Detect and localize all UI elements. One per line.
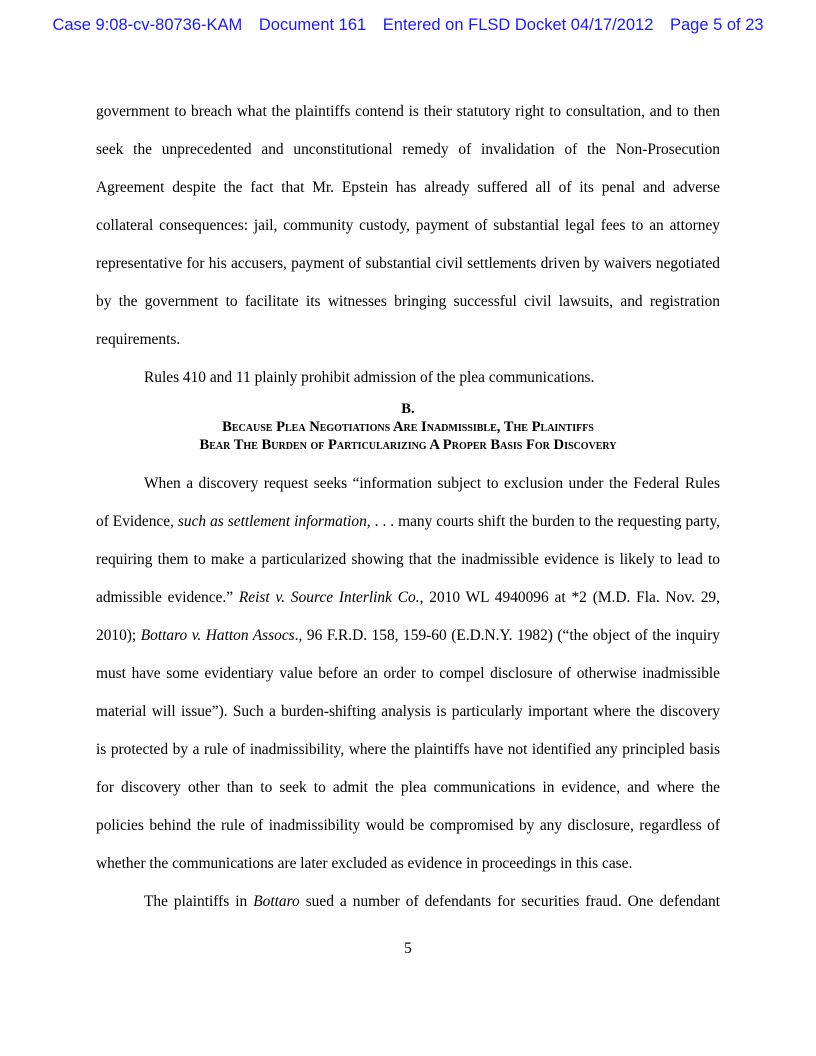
case-number: Case 9:08-cv-80736-KAM	[52, 16, 243, 34]
text-line: Agreement despite the fact that Mr. Epstein has already suffered all of its penal and adverse	[96, 179, 720, 196]
text-line: Rules 410 and 11 plainly prohibit admission of the plea communications.	[144, 369, 595, 386]
text-line: requiring them to make a particularized showing that the inadmissible evidence is likely to lead to	[96, 551, 720, 568]
text-line: 2010); Bottaro v. Hatton Assocs., 96 F.R.D. 158, 159-60 (E.D.N.Y. 1982) (“the object of the inquiry	[96, 627, 720, 644]
text-line: When a discovery request seeks “information subject to exclusion under the Federal Rules	[144, 475, 720, 492]
page-number: 5	[404, 940, 412, 957]
text-line: collateral consequences: jail, community custody, payment of substantial legal fees to an attorney	[96, 217, 720, 234]
text-line: The plaintiffs in Bottaro sued a number of defendants for securities fraud. One defendant	[144, 893, 720, 910]
docket-header	[0, 16, 816, 35]
document-number: Document 161	[258, 16, 367, 34]
document-body	[96, 93, 720, 397]
text-line: whether the communications are later excluded as evidence in proceedings in this case.	[96, 855, 633, 872]
section-title-line-1: Because Plea Negotiations Are Inadmissible, The Plaintiffs	[222, 419, 594, 435]
section-letter: B.	[401, 401, 415, 417]
text-line: must have some evidentiary value before an order to compel disclosure of otherwise inadmissible	[96, 665, 720, 682]
section-heading	[96, 400, 720, 454]
page-of-total: Page 5 of 23	[669, 16, 764, 34]
document-body-continued	[96, 465, 720, 921]
text-line: seek the unprecedented and unconstitutional remedy of invalidation of the Non-Prosecution	[96, 141, 720, 158]
text-line: of Evidence, such as settlement information, . . . many courts shift the burden to the requesting party,	[96, 513, 720, 530]
docket-entry: Entered on FLSD Docket 04/17/2012	[382, 16, 654, 34]
text-line: representative for his accusers, payment of substantial civil settlements driven by waivers negotiated	[96, 255, 720, 272]
text-line: policies behind the rule of inadmissibility would be compromised by any disclosure, regardless of	[96, 817, 720, 834]
text-line: material will issue”). Such a burden-shifting analysis is particularly important where the discovery	[96, 703, 720, 720]
text-line: requirements.	[96, 331, 181, 348]
text-line: is protected by a rule of inadmissibility, where the plaintiffs have not identified any principled basis	[96, 741, 720, 758]
text-line: government to breach what the plaintiffs contend is their statutory right to consultation, and to then	[96, 103, 720, 120]
text-line: by the government to facilitate its witnesses bringing successful civil lawsuits, and registration	[96, 293, 720, 310]
section-title-line-2: Bear The Burden of Particularizing A Proper Basis For Discovery	[199, 437, 617, 453]
text-line: admissible evidence.” Reist v. Source Interlink Co., 2010 WL 4940096 at *2 (M.D. Fla. Nov. 29,	[96, 589, 720, 606]
text-line: for discovery other than to seek to admit the plea communications in evidence, and where the	[96, 779, 720, 796]
